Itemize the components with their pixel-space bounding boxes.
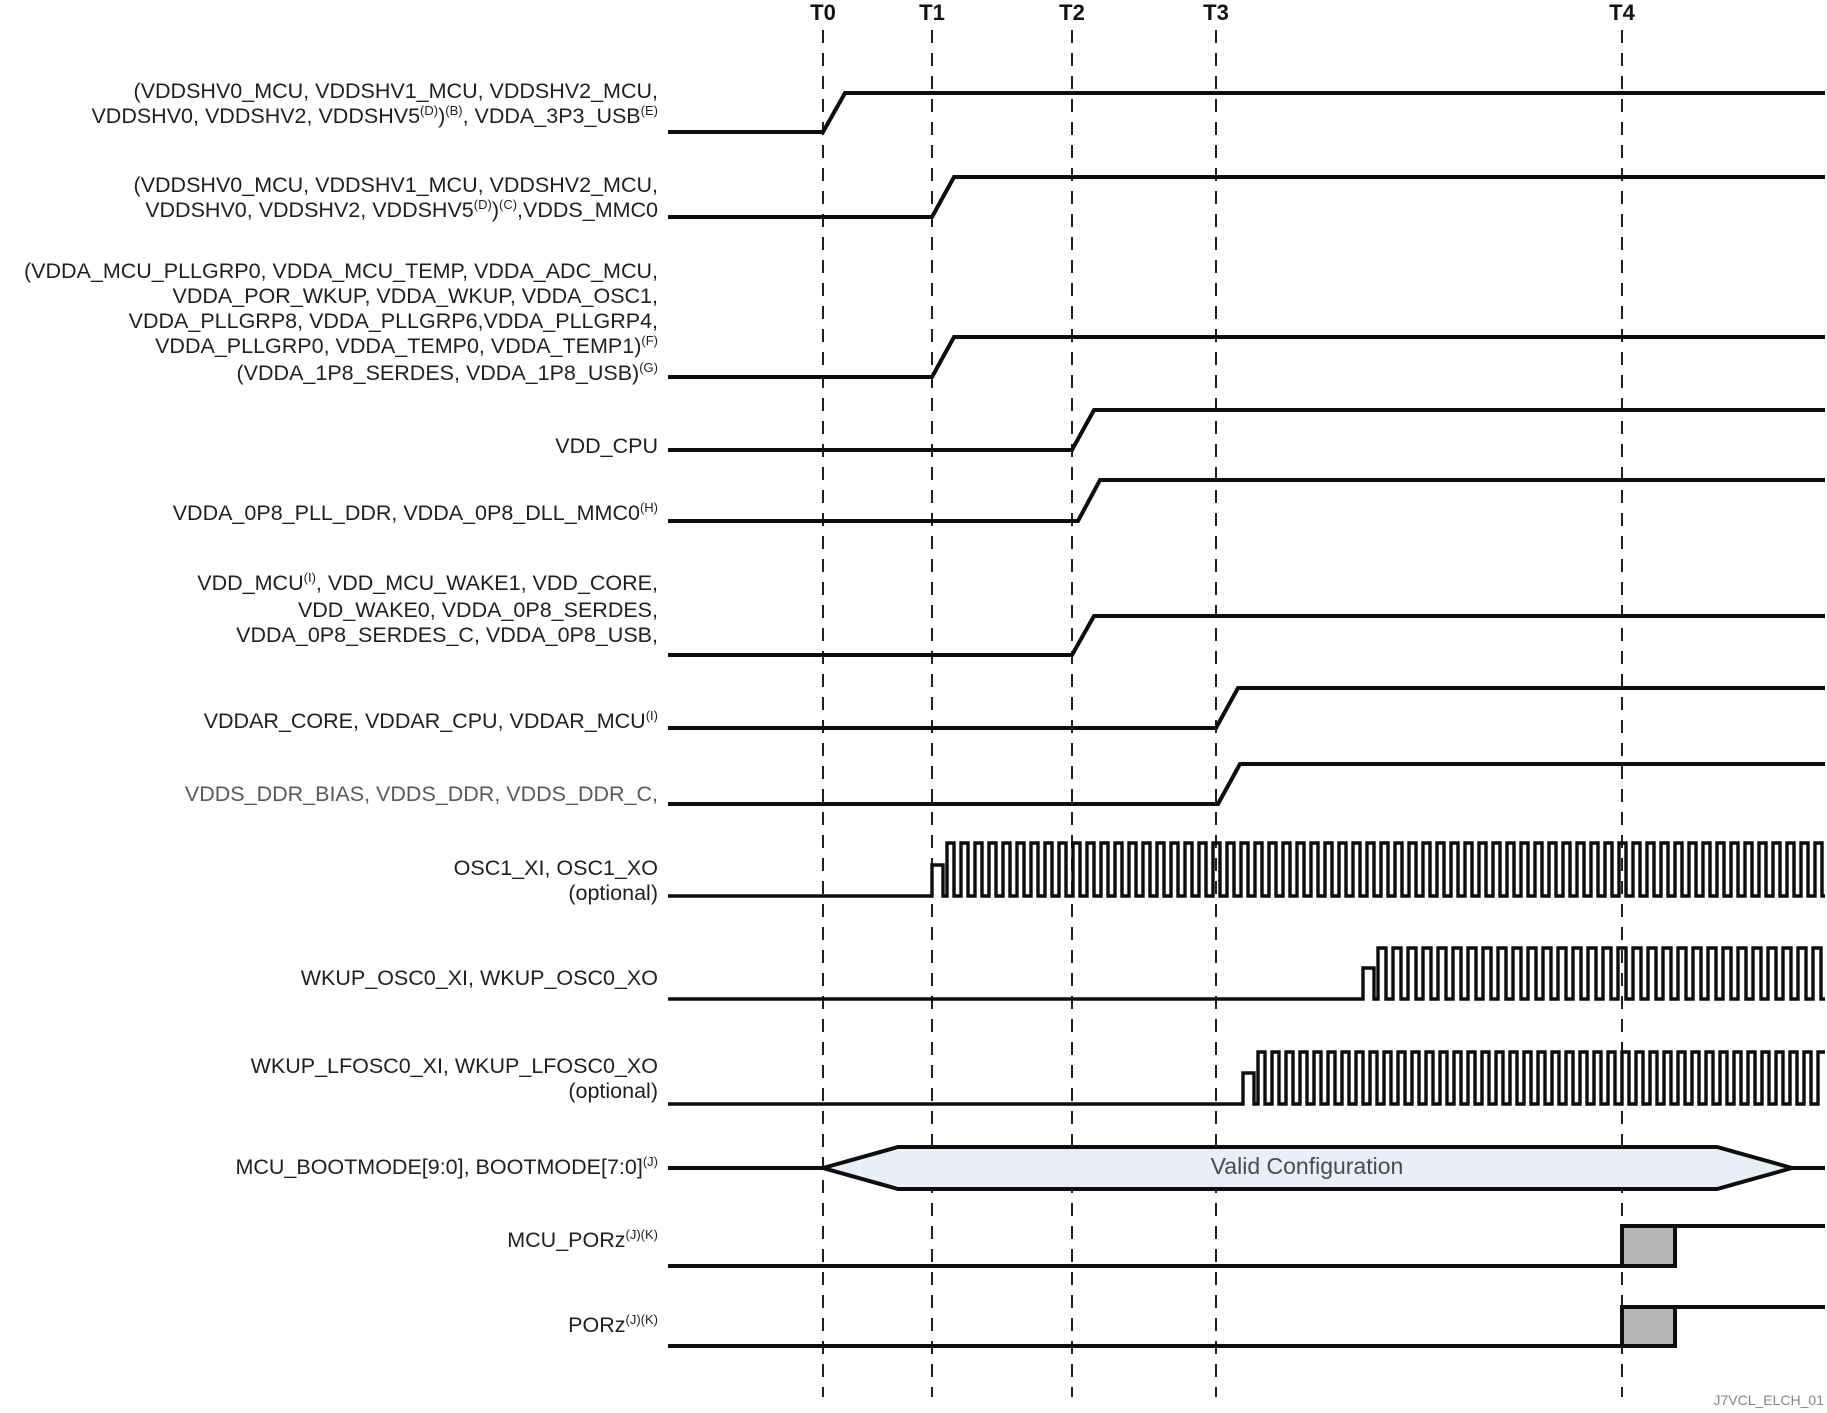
waveform-vdd-cpu [668, 410, 1825, 450]
signal-label-line [0, 1054, 658, 1079]
signal-label-line [0, 966, 658, 991]
signal-name-text: OSC1_XI, OSC1_XO [453, 856, 658, 880]
signal-label-line [0, 434, 658, 459]
signal-label-line [0, 1313, 658, 1340]
note-reference-superscript: (J)(K) [625, 1312, 658, 1327]
signal-name-text: VDDA_PLLGRP0, VDDA_TEMP0, VDDA_TEMP1) [155, 334, 642, 358]
note-reference-superscript: (D) [420, 103, 439, 118]
signal-label-line [0, 571, 658, 598]
signal-name-text: (optional) [568, 881, 658, 905]
waveform-vdd-mcu-core-group [668, 616, 1825, 655]
note-reference-superscript: (C) [498, 197, 518, 212]
signal-name-text: (optional) [568, 1079, 658, 1103]
signal-name-text: VDDAR_CORE, VDDAR_CPU, VDDAR_MCU [203, 709, 646, 733]
signal-name-text: VDDSHV0, VDDSHV2, VDDSHV5 [91, 104, 421, 128]
signal-name-text: PORz [568, 1313, 626, 1337]
signal-name-text: VDDA_0P8_SERDES_C, VDDA_0P8_USB, [236, 623, 658, 647]
signal-label-line [0, 79, 658, 104]
signal-label-line [0, 259, 658, 284]
signal-name-text: MCU_PORz [507, 1228, 626, 1252]
signal-label-line [0, 709, 658, 736]
signal-label-line [0, 309, 658, 334]
signal-name-text: (VDDA_MCU_PLLGRP0, VDDA_MCU_TEMP, VDDA_ADC_MCU, [23, 259, 658, 283]
waveform-vddar-group [668, 688, 1825, 728]
note-reference-superscript: (E) [640, 103, 658, 118]
signal-label-vddshv-group-c-mmc0 [0, 173, 658, 225]
waveform-vdda-analog-group [668, 337, 1825, 377]
signal-name-text: ,VDDS_MMC0 [517, 198, 658, 222]
time-marker-label-T3: T3 [1203, 0, 1229, 25]
note-reference-superscript: (H) [639, 500, 658, 515]
signal-name-text: MCU_BOOTMODE[9:0], BOOTMODE[7:0] [235, 1155, 643, 1179]
signal-label-wkup-osc0-clock [0, 966, 658, 991]
signal-label-line [0, 284, 658, 309]
signal-label-vdds-ddr-group [0, 782, 658, 807]
time-marker-label-T2: T2 [1059, 0, 1085, 25]
signal-label-porz [0, 1313, 658, 1340]
waveform-vdda-0p8-pll-ddr [668, 480, 1825, 521]
waveform-vddshv-group-b [668, 93, 1825, 132]
signal-label-line [0, 173, 658, 198]
signal-name-text: VDD_CPU [555, 434, 658, 458]
signal-name-text: , VDD_MCU_WAKE1, VDD_CORE, [315, 571, 658, 595]
waveform-mcu-porz-transition-box [1622, 1226, 1675, 1266]
signal-name-text: ) [491, 198, 499, 222]
signal-label-line [0, 623, 658, 648]
waveform-wkup-osc0-clock [668, 948, 1825, 999]
signal-label-vdda-analog-group [0, 259, 658, 388]
signal-label-wkup-lfosc0-clock [0, 1054, 658, 1104]
time-marker-label-T1: T1 [919, 0, 945, 25]
signal-name-text: VDDS_DDR_BIAS, VDDS_DDR, VDDS_DDR_C, [184, 782, 658, 806]
signal-name-text: VDDA_POR_WKUP, VDDA_WKUP, VDDA_OSC1, [172, 284, 658, 308]
signal-name-text: VDD_MCU [197, 571, 304, 595]
signal-name-text: (VDDA_1P8_SERDES, VDDA_1P8_USB) [236, 361, 640, 385]
signal-label-line [0, 1155, 658, 1182]
time-marker-label-T0: T0 [810, 0, 836, 25]
signal-label-line [0, 1228, 658, 1255]
signal-label-line [0, 881, 658, 906]
signal-label-line [0, 198, 658, 225]
waveform-vddshv-group-c-mmc0 [668, 177, 1825, 217]
signal-name-text: VDDA_PLLGRP8, VDDA_PLLGRP6,VDDA_PLLGRP4, [128, 309, 658, 333]
signal-label-vdd-mcu-core-group [0, 571, 658, 648]
signal-label-line [0, 1079, 658, 1104]
signal-label-line [0, 361, 658, 388]
signal-label-vddar-group [0, 709, 658, 736]
figure-code: J7VCL_ELCH_01 [1713, 1392, 1824, 1408]
waveform-porz-transition-box [1622, 1307, 1675, 1346]
signal-name-text: WKUP_LFOSC0_XI, WKUP_LFOSC0_XO [250, 1054, 658, 1078]
note-reference-superscript: (J) [642, 1154, 658, 1169]
signal-label-bootmode-bus [0, 1155, 658, 1182]
signal-name-text: , VDDA_3P3_USB [462, 104, 641, 128]
time-marker-label-T4: T4 [1609, 0, 1635, 25]
waveform-osc1-clock [668, 843, 1825, 896]
signal-label-line [0, 598, 658, 623]
signal-label-vddshv-group-b [0, 79, 658, 131]
signal-label-mcu-porz [0, 1228, 658, 1255]
signal-label-line [0, 856, 658, 881]
signal-label-vdd-cpu [0, 434, 658, 459]
signal-name-text: VDD_WAKE0, VDDA_0P8_SERDES, [297, 598, 658, 622]
note-reference-superscript: (I) [303, 570, 316, 585]
bus-valid-configuration-label: Valid Configuration [1210, 1153, 1404, 1179]
signal-label-line [0, 782, 658, 807]
signal-name-text: (VDDSHV0_MCU, VDDSHV1_MCU, VDDSHV2_MCU, [133, 173, 658, 197]
note-reference-superscript: (J)(K) [625, 1227, 658, 1242]
signal-name-text: VDDA_0P8_PLL_DDR, VDDA_0P8_DLL_MMC0 [172, 501, 640, 525]
note-reference-superscript: (B) [445, 103, 463, 118]
signal-name-text: (VDDSHV0_MCU, VDDSHV1_MCU, VDDSHV2_MCU, [133, 79, 658, 103]
note-reference-superscript: (G) [639, 360, 658, 375]
note-reference-superscript: (I) [645, 708, 658, 723]
signal-label-vdda-0p8-pll-ddr [0, 501, 658, 528]
signal-name-text: WKUP_OSC0_XI, WKUP_OSC0_XO [300, 966, 658, 990]
signal-label-line [0, 334, 658, 361]
signal-label-line [0, 104, 658, 131]
signal-label-osc1-clock [0, 856, 658, 906]
note-reference-superscript: (D) [473, 197, 492, 212]
waveform-wkup-lfosc0-clock [668, 1052, 1825, 1104]
signal-name-text: ) [438, 104, 446, 128]
signal-label-line [0, 501, 658, 528]
note-reference-superscript: (F) [641, 333, 658, 348]
waveform-vdds-ddr-group [668, 764, 1825, 804]
signal-name-text: VDDSHV0, VDDSHV2, VDDSHV5 [145, 198, 474, 222]
